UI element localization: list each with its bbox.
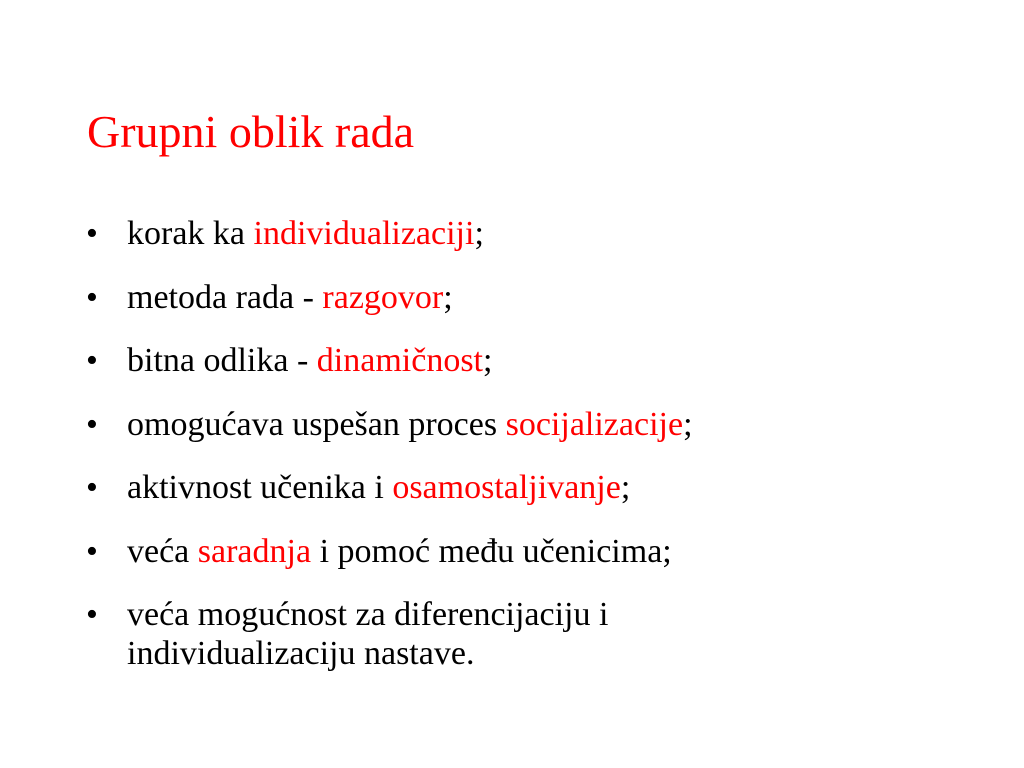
bullet-text-end: ; <box>483 342 493 379</box>
bullet-item <box>0 341 1024 380</box>
bullet-point-icon: • <box>86 215 98 252</box>
bullet-point-icon: • <box>86 278 98 316</box>
bullet-highlight: osamostaljivanje <box>392 469 621 506</box>
bullet-text: omogućava uspešan proces <box>127 405 506 443</box>
bullet-highlight: socijalizacije <box>505 405 684 443</box>
slide-title: Grupni oblik rada <box>87 106 415 157</box>
bullet-point-icon: • <box>86 596 98 633</box>
bullet-text-end: i pomoć među učenicima; <box>311 532 672 570</box>
bullet-highlight: razgovor <box>322 278 444 316</box>
bullet-text: veća mogućnost za diferencijaciju i individualizaciju nastave. <box>127 596 609 672</box>
bullet-item <box>0 468 1024 507</box>
bullet-point-icon: • <box>86 405 98 443</box>
bullet-text: bitna odlika - <box>127 342 317 379</box>
bullet-text: aktivnost učenika i <box>127 469 393 506</box>
bullet-item <box>0 405 1024 444</box>
bullet-point-icon: • <box>86 342 98 379</box>
bullet-highlight: saradnja <box>197 532 312 570</box>
bullet-highlight: dinamičnost <box>316 342 483 379</box>
bullet-item <box>0 595 1024 673</box>
bullet-list <box>0 214 1024 698</box>
bullet-text-end: ; <box>620 469 631 506</box>
bullet-point-icon: • <box>86 532 98 570</box>
bullet-highlight: individualizaciji <box>253 215 475 252</box>
bullet-point-icon: • <box>86 469 98 506</box>
bullet-text-end: ; <box>474 215 484 252</box>
bullet-item <box>0 214 1024 253</box>
bullet-text: metoda rada - <box>127 278 323 316</box>
bullet-text-end: ; <box>443 278 453 316</box>
bullet-item <box>0 278 1024 317</box>
bullet-text-end: ; <box>683 405 693 443</box>
bullet-text: korak ka <box>127 215 254 252</box>
bullet-item <box>0 532 1024 571</box>
bullet-text: veća <box>127 532 198 570</box>
